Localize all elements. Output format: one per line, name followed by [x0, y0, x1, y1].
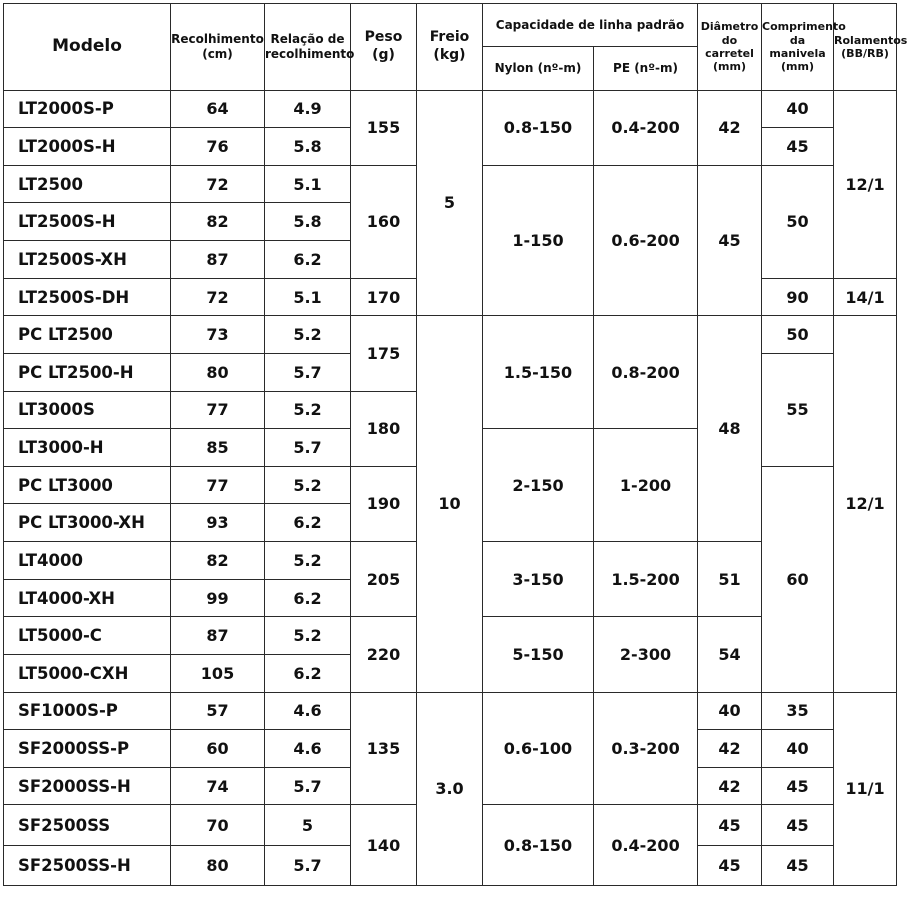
spool-cell: 45: [698, 805, 762, 845]
retrieve-cell: 85: [171, 429, 265, 467]
model-cell: LT2500S-H: [4, 203, 171, 241]
ratio-cell: 6.2: [265, 504, 351, 542]
spool-cell: 42: [698, 767, 762, 805]
drag-cell: 3.0: [417, 692, 483, 885]
nylon-cell: 5-150: [483, 617, 594, 692]
retrieve-cell: 93: [171, 504, 265, 542]
specs-table: [3, 3, 907, 886]
header-model: Modelo: [4, 4, 171, 91]
model-cell: LT3000-H: [4, 429, 171, 467]
header-pe: PE (nº-m): [594, 47, 698, 90]
ratio-cell: 5.2: [265, 391, 351, 429]
model-cell: LT2500: [4, 165, 171, 203]
nylon-cell: 1.5-150: [483, 316, 594, 429]
ratio-cell: 5.1: [265, 165, 351, 203]
model-cell: LT5000-C: [4, 617, 171, 655]
retrieve-cell: 99: [171, 579, 265, 617]
handle-cell: 45: [762, 128, 834, 166]
ratio-cell: 5.2: [265, 617, 351, 655]
handle-cell: 50: [762, 316, 834, 354]
header-handle-length: Comprimento da manivela (mm): [762, 4, 834, 91]
nylon-cell: 0.8-150: [483, 805, 594, 886]
retrieve-cell: 72: [171, 165, 265, 203]
ratio-cell: 6.2: [265, 654, 351, 692]
weight-cell: 180: [351, 391, 417, 466]
ratio-cell: 4.6: [265, 730, 351, 768]
weight-cell: 135: [351, 692, 417, 805]
model-cell: PC LT3000: [4, 466, 171, 504]
ratio-cell: 6.2: [265, 579, 351, 617]
ratio-cell: 5.8: [265, 203, 351, 241]
model-cell: LT2500S-DH: [4, 278, 171, 316]
model-cell: LT5000-CXH: [4, 654, 171, 692]
ratio-cell: 6.2: [265, 241, 351, 279]
model-cell: SF1000S-P: [4, 692, 171, 730]
bearings-cell: 12/1: [834, 90, 897, 278]
retrieve-cell: 77: [171, 466, 265, 504]
bearings-cell: 12/1: [834, 316, 897, 692]
weight-cell: 190: [351, 466, 417, 541]
handle-cell: 35: [762, 692, 834, 730]
retrieve-cell: 76: [171, 128, 265, 166]
table-row: [4, 90, 897, 128]
weight-cell: 175: [351, 316, 417, 391]
model-cell: SF2000SS-H: [4, 767, 171, 805]
retrieve-cell: 57: [171, 692, 265, 730]
spool-cell: 45: [698, 845, 762, 885]
handle-cell: 60: [762, 466, 834, 692]
ratio-cell: 5.7: [265, 845, 351, 885]
retrieve-cell: 80: [171, 845, 265, 885]
retrieve-cell: 87: [171, 617, 265, 655]
header-row-1: [4, 4, 897, 47]
weight-cell: 205: [351, 542, 417, 617]
retrieve-cell: 77: [171, 391, 265, 429]
header-nylon: Nylon (nº-m): [483, 47, 594, 90]
model-cell: PC LT2500-H: [4, 353, 171, 391]
header-retrieve: Recolhimento (cm): [171, 4, 265, 91]
retrieve-cell: 82: [171, 542, 265, 580]
handle-cell: 40: [762, 90, 834, 128]
retrieve-cell: 64: [171, 90, 265, 128]
table-row: [4, 692, 897, 730]
ratio-cell: 5.2: [265, 542, 351, 580]
spool-cell: 40: [698, 692, 762, 730]
ratio-cell: 5.7: [265, 353, 351, 391]
spool-cell: 42: [698, 730, 762, 768]
retrieve-cell: 82: [171, 203, 265, 241]
pe-cell: 2-300: [594, 617, 698, 692]
pe-cell: 0.8-200: [594, 316, 698, 429]
model-cell: PC LT2500: [4, 316, 171, 354]
pe-cell: 1-200: [594, 429, 698, 542]
handle-cell: 55: [762, 353, 834, 466]
nylon-cell: 3-150: [483, 542, 594, 617]
retrieve-cell: 70: [171, 805, 265, 845]
weight-cell: 155: [351, 90, 417, 165]
pe-cell: 0.6-200: [594, 165, 698, 316]
spool-cell: 42: [698, 90, 762, 165]
header-spool-diameter: Diâmetro do carretel (mm): [698, 4, 762, 91]
nylon-cell: 0.8-150: [483, 90, 594, 165]
pe-cell: 0.4-200: [594, 805, 698, 886]
model-cell: PC LT3000-XH: [4, 504, 171, 542]
retrieve-cell: 74: [171, 767, 265, 805]
nylon-cell: 0.6-100: [483, 692, 594, 805]
handle-cell: 45: [762, 767, 834, 805]
ratio-cell: 5.7: [265, 429, 351, 467]
ratio-cell: 4.9: [265, 90, 351, 128]
ratio-cell: 5.2: [265, 316, 351, 354]
pe-cell: 0.3-200: [594, 692, 698, 805]
header-weight: Peso (g): [351, 4, 417, 91]
spool-cell: 45: [698, 165, 762, 316]
header-drag: Freio (kg): [417, 4, 483, 91]
model-cell: SF2500SS: [4, 805, 171, 845]
model-cell: SF2000SS-P: [4, 730, 171, 768]
header-gear-ratio: Relação de recolhimento: [265, 4, 351, 91]
drag-cell: 10: [417, 316, 483, 692]
weight-cell: 220: [351, 617, 417, 692]
nylon-cell: 1-150: [483, 165, 594, 316]
model-cell: LT2000S-H: [4, 128, 171, 166]
ratio-cell: 5.2: [265, 466, 351, 504]
nylon-cell: 2-150: [483, 429, 594, 542]
pe-cell: 0.4-200: [594, 90, 698, 165]
model-cell: LT4000: [4, 542, 171, 580]
table-row: [4, 316, 897, 354]
model-cell: LT3000S: [4, 391, 171, 429]
pe-cell: 1.5-200: [594, 542, 698, 617]
spool-cell: 51: [698, 542, 762, 617]
handle-cell: 40: [762, 730, 834, 768]
spool-cell: 48: [698, 316, 762, 542]
model-cell: LT2500S-XH: [4, 241, 171, 279]
model-cell: SF2500SS-H: [4, 845, 171, 885]
retrieve-cell: 72: [171, 278, 265, 316]
model-cell: LT4000-XH: [4, 579, 171, 617]
handle-cell: 45: [762, 845, 834, 885]
weight-cell: 140: [351, 805, 417, 886]
header-line-capacity: Capacidade de linha padrão: [483, 4, 698, 47]
ratio-cell: 5.1: [265, 278, 351, 316]
spool-cell: 54: [698, 617, 762, 692]
retrieve-cell: 87: [171, 241, 265, 279]
weight-cell: 160: [351, 165, 417, 278]
bearings-cell: 14/1: [834, 278, 897, 316]
model-cell: LT2000S-P: [4, 90, 171, 128]
weight-cell: 170: [351, 278, 417, 316]
retrieve-cell: 60: [171, 730, 265, 768]
ratio-cell: 5: [265, 805, 351, 845]
ratio-cell: 5.8: [265, 128, 351, 166]
ratio-cell: 5.7: [265, 767, 351, 805]
handle-cell: 45: [762, 805, 834, 845]
retrieve-cell: 73: [171, 316, 265, 354]
bearings-cell: 11/1: [834, 692, 897, 885]
retrieve-cell: 105: [171, 654, 265, 692]
handle-cell: 50: [762, 165, 834, 278]
drag-cell: 5: [417, 90, 483, 316]
retrieve-cell: 80: [171, 353, 265, 391]
handle-cell: 90: [762, 278, 834, 316]
header-bearings: Rolamentos (BB/RB): [834, 4, 897, 91]
ratio-cell: 4.6: [265, 692, 351, 730]
